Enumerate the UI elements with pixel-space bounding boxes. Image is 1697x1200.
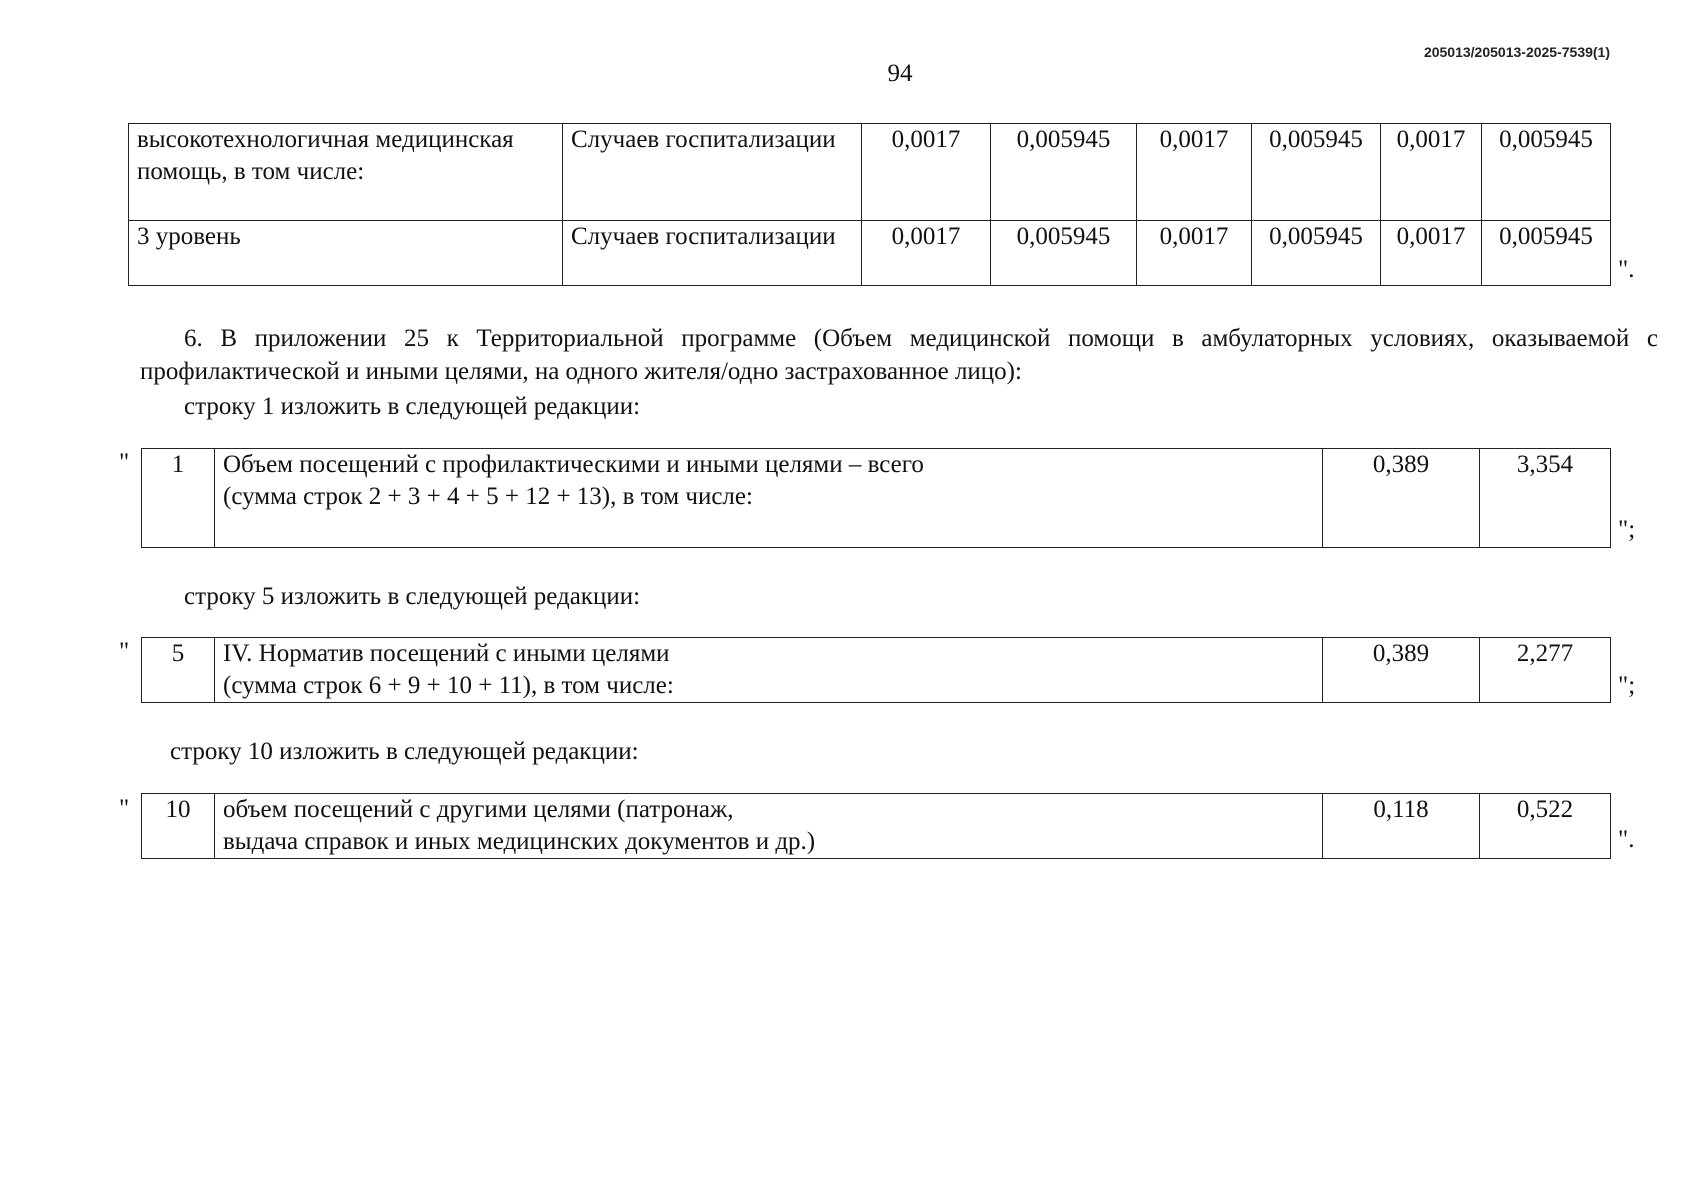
description-line: объем посещений с другими целями (патронаж, bbox=[223, 796, 734, 823]
paragraph-6 bbox=[140, 322, 1658, 388]
value-cell: 0,0017 bbox=[862, 124, 991, 221]
instruction-row-1: строку 1 изложить в следующей редакции: bbox=[184, 393, 641, 420]
value-cell: 3,354 bbox=[1480, 449, 1611, 548]
closing-quote: "; bbox=[1618, 672, 1636, 699]
value-cell: 0,118 bbox=[1323, 794, 1480, 859]
value-cell: 0,005945 bbox=[1482, 124, 1611, 221]
row-unit: Случаев госпитализации bbox=[563, 124, 862, 221]
row-description bbox=[215, 449, 1323, 548]
value-cell: 0,0017 bbox=[1381, 124, 1482, 221]
opening-quote: " bbox=[119, 638, 130, 665]
row-number: 1 bbox=[142, 449, 215, 548]
row-number: 10 bbox=[142, 794, 215, 859]
value-cell: 0,522 bbox=[1480, 794, 1611, 859]
value-cell: 0,389 bbox=[1323, 638, 1480, 703]
table-row bbox=[142, 449, 1611, 548]
description-line: Объем посещений с профилактическими и иными целями – всего bbox=[223, 451, 924, 478]
value-cell: 0,005945 bbox=[991, 124, 1137, 221]
opening-quote: " bbox=[119, 795, 130, 822]
hmp-table bbox=[128, 123, 1611, 286]
paragraph-text: 6. В приложении 25 к Территориальной программе (Объем медицинской помощи в амбулаторных условиях, оказываемой с профилактической и иными целями, на одного жителя/одно застрахованное лицо): bbox=[140, 325, 1658, 385]
description-line: IV. Норматив посещений с иными целями bbox=[223, 640, 670, 667]
instruction-row-5: строку 5 изложить в следующей редакции: bbox=[184, 583, 641, 610]
description-line: (сумма строк 6 + 9 + 10 + 11), в том числе: bbox=[223, 672, 674, 699]
table-row bbox=[129, 221, 1611, 286]
table-row bbox=[142, 794, 1611, 859]
row-10-table bbox=[141, 793, 1611, 859]
table-row bbox=[142, 638, 1611, 703]
document-id: 205013/205013-2025-7539(1) bbox=[1423, 44, 1610, 60]
value-cell: 0,0017 bbox=[1137, 221, 1252, 286]
value-cell: 0,0017 bbox=[1137, 124, 1252, 221]
closing-quote: ". bbox=[1618, 256, 1635, 283]
opening-quote: " bbox=[119, 449, 130, 476]
value-cell: 0,0017 bbox=[862, 221, 991, 286]
value-cell: 0,005945 bbox=[1252, 221, 1381, 286]
value-cell: 0,005945 bbox=[1252, 124, 1381, 221]
closing-quote: "; bbox=[1618, 516, 1636, 543]
row-5-table bbox=[141, 637, 1611, 703]
row-label: высокотехнологичная медицинская помощь, в том числе: bbox=[129, 124, 563, 221]
instruction-row-10: строку 10 изложить в следующей редакции: bbox=[170, 738, 639, 765]
row-unit: Случаев госпитализации bbox=[563, 221, 862, 286]
table-row bbox=[129, 124, 1611, 221]
row-label: 3 уровень bbox=[129, 221, 563, 286]
row-description bbox=[215, 638, 1323, 703]
value-cell: 0,005945 bbox=[991, 221, 1137, 286]
value-cell: 2,277 bbox=[1480, 638, 1611, 703]
value-cell: 0,0017 bbox=[1381, 221, 1482, 286]
row-1-table bbox=[141, 448, 1611, 548]
description-line: выдача справок и иных медицинских документов и др.) bbox=[223, 828, 816, 855]
row-description bbox=[215, 794, 1323, 859]
closing-quote: ". bbox=[1618, 826, 1635, 853]
description-line: (сумма строк 2 + 3 + 4 + 5 + 12 + 13), в том числе: bbox=[223, 483, 753, 510]
value-cell: 0,389 bbox=[1323, 449, 1480, 548]
page-number: 94 bbox=[887, 60, 913, 87]
row-number: 5 bbox=[142, 638, 215, 703]
value-cell: 0,005945 bbox=[1482, 221, 1611, 286]
